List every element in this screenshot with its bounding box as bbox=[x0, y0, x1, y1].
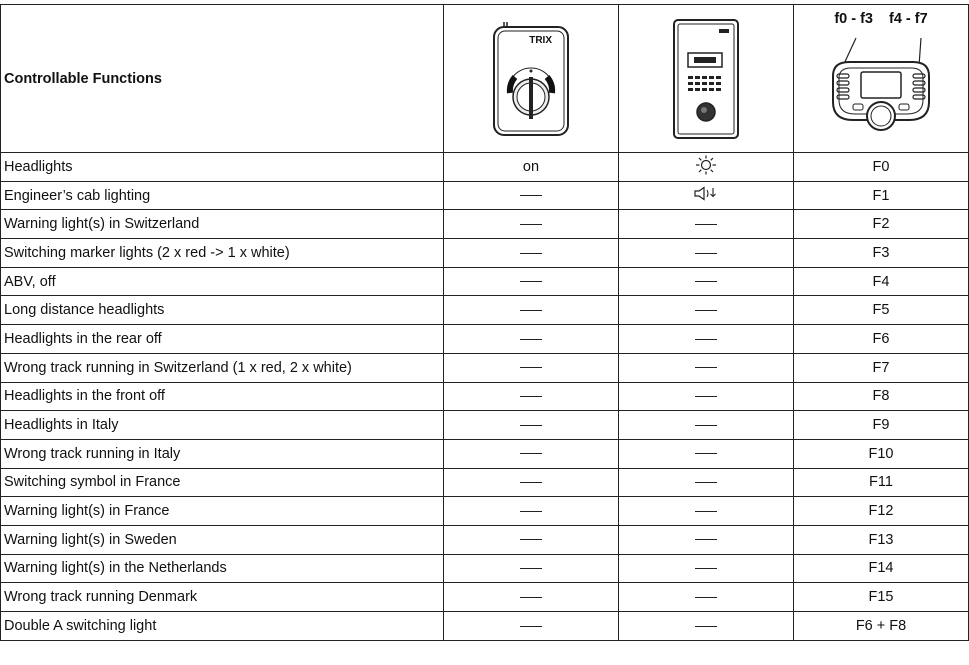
dash bbox=[695, 224, 717, 225]
f0-f3-label: f0 - f3 bbox=[834, 11, 873, 27]
dash bbox=[520, 224, 542, 225]
dash bbox=[520, 453, 542, 454]
control-unit-value bbox=[619, 239, 794, 268]
functions-table bbox=[0, 4, 969, 641]
dash bbox=[695, 396, 717, 397]
dash bbox=[695, 453, 717, 454]
function-name: Warning light(s) in the Netherlands bbox=[1, 554, 444, 583]
control-unit-icon bbox=[671, 17, 741, 141]
table-row bbox=[1, 353, 969, 382]
dash bbox=[520, 310, 542, 311]
table-row bbox=[1, 554, 969, 583]
control-unit-value bbox=[619, 296, 794, 325]
table-row bbox=[1, 181, 969, 210]
function-name: Headlights in Italy bbox=[1, 411, 444, 440]
mobile-station-value: F12 bbox=[794, 497, 969, 526]
analog-value bbox=[444, 239, 619, 268]
dash bbox=[520, 482, 542, 483]
mobile-station-value: F2 bbox=[794, 210, 969, 239]
function-name: ABV, off bbox=[1, 267, 444, 296]
table-row bbox=[1, 468, 969, 497]
table-row bbox=[1, 583, 969, 612]
table-row bbox=[1, 411, 969, 440]
dash bbox=[520, 281, 542, 282]
dash bbox=[520, 396, 542, 397]
controller-brand: TRIX bbox=[529, 34, 552, 46]
analog-value bbox=[444, 382, 619, 411]
control-unit-value bbox=[619, 411, 794, 440]
dash bbox=[520, 626, 542, 627]
function-name: Warning light(s) in Sweden bbox=[1, 525, 444, 554]
dash bbox=[695, 367, 717, 368]
function-name: Engineer’s cab lighting bbox=[1, 181, 444, 210]
mobile-station-value: F13 bbox=[794, 525, 969, 554]
control-unit-value bbox=[619, 210, 794, 239]
function-name: Switching symbol in France bbox=[1, 468, 444, 497]
table-row bbox=[1, 439, 969, 468]
dash bbox=[695, 253, 717, 254]
table-row bbox=[1, 239, 969, 268]
mobile-station-value: F6 + F8 bbox=[794, 612, 969, 641]
sound-icon bbox=[694, 186, 718, 202]
control-unit-value bbox=[619, 382, 794, 411]
dash bbox=[695, 281, 717, 282]
sun-icon bbox=[695, 155, 717, 175]
analog-value bbox=[444, 296, 619, 325]
dash bbox=[520, 539, 542, 540]
analog-value bbox=[444, 583, 619, 612]
control-unit-value bbox=[619, 497, 794, 526]
analog-value bbox=[444, 612, 619, 641]
dash bbox=[520, 425, 542, 426]
control-unit-value bbox=[619, 468, 794, 497]
function-name: Double A switching light bbox=[1, 612, 444, 641]
control-unit-value bbox=[619, 612, 794, 641]
header-row bbox=[1, 5, 969, 153]
mobile-station-value: F7 bbox=[794, 353, 969, 382]
dash bbox=[520, 367, 542, 368]
dash bbox=[520, 253, 542, 254]
analog-value bbox=[444, 210, 619, 239]
control-unit-value bbox=[619, 153, 794, 182]
control-unit-value bbox=[619, 583, 794, 612]
mobile-station-value: F14 bbox=[794, 554, 969, 583]
table-row bbox=[1, 296, 969, 325]
control-unit-value bbox=[619, 325, 794, 354]
dash bbox=[695, 339, 717, 340]
dash bbox=[695, 626, 717, 627]
mobile-station-value: F8 bbox=[794, 382, 969, 411]
table-row bbox=[1, 497, 969, 526]
analog-value bbox=[444, 353, 619, 382]
dash bbox=[520, 568, 542, 569]
mobile-station-header bbox=[794, 5, 969, 153]
mobile-station-value: F15 bbox=[794, 583, 969, 612]
dash bbox=[520, 195, 542, 196]
function-name: Headlights in the front off bbox=[1, 382, 444, 411]
function-name: Wrong track running Denmark bbox=[1, 583, 444, 612]
analog-value: on bbox=[444, 153, 619, 182]
function-name: Headlights in the rear off bbox=[1, 325, 444, 354]
mobile-station-value: F6 bbox=[794, 325, 969, 354]
mobile-station-value: F4 bbox=[794, 267, 969, 296]
analog-controller-icon bbox=[488, 19, 574, 139]
mobile-station-value: F5 bbox=[794, 296, 969, 325]
table-row bbox=[1, 153, 969, 182]
function-name: Wrong track running in Italy bbox=[1, 439, 444, 468]
analog-value bbox=[444, 525, 619, 554]
table-row bbox=[1, 267, 969, 296]
analog-controller-header bbox=[444, 5, 619, 153]
mobile-station-labels bbox=[794, 11, 968, 27]
analog-value bbox=[444, 468, 619, 497]
f4-f7-label: f4 - f7 bbox=[889, 11, 928, 27]
control-unit-header bbox=[619, 5, 794, 153]
mobile-station-value: F11 bbox=[794, 468, 969, 497]
control-unit-value bbox=[619, 554, 794, 583]
table-row bbox=[1, 210, 969, 239]
dash bbox=[695, 597, 717, 598]
control-unit-value bbox=[619, 353, 794, 382]
function-name: Headlights bbox=[1, 153, 444, 182]
dash bbox=[695, 511, 717, 512]
analog-value bbox=[444, 439, 619, 468]
control-unit-value bbox=[619, 525, 794, 554]
analog-value bbox=[444, 325, 619, 354]
table-row bbox=[1, 382, 969, 411]
mobile-station-value: F1 bbox=[794, 181, 969, 210]
table-row bbox=[1, 325, 969, 354]
dash bbox=[520, 339, 542, 340]
column-title: Controllable Functions bbox=[1, 5, 444, 153]
analog-value bbox=[444, 181, 619, 210]
dash bbox=[520, 597, 542, 598]
mobile-station-value: F9 bbox=[794, 411, 969, 440]
dash bbox=[695, 539, 717, 540]
function-name: Long distance headlights bbox=[1, 296, 444, 325]
function-name: Warning light(s) in Switzerland bbox=[1, 210, 444, 239]
analog-value bbox=[444, 411, 619, 440]
dash bbox=[695, 568, 717, 569]
dash bbox=[695, 425, 717, 426]
control-unit-value bbox=[619, 439, 794, 468]
control-unit-value bbox=[619, 181, 794, 210]
dash bbox=[695, 482, 717, 483]
function-name: Wrong track running in Switzerland (1 x red, 2 x white) bbox=[1, 353, 444, 382]
dash bbox=[695, 310, 717, 311]
mobile-station-value: F10 bbox=[794, 439, 969, 468]
analog-value bbox=[444, 497, 619, 526]
function-name: Switching marker lights (2 x red -> 1 x white) bbox=[1, 239, 444, 268]
dash bbox=[520, 511, 542, 512]
function-name: Warning light(s) in France bbox=[1, 497, 444, 526]
mobile-station-value: F0 bbox=[794, 153, 969, 182]
analog-value bbox=[444, 267, 619, 296]
control-unit-value bbox=[619, 267, 794, 296]
table-row bbox=[1, 612, 969, 641]
mobile-station-value: F3 bbox=[794, 239, 969, 268]
table-row bbox=[1, 525, 969, 554]
mobile-station-icon bbox=[817, 36, 945, 136]
analog-value bbox=[444, 554, 619, 583]
